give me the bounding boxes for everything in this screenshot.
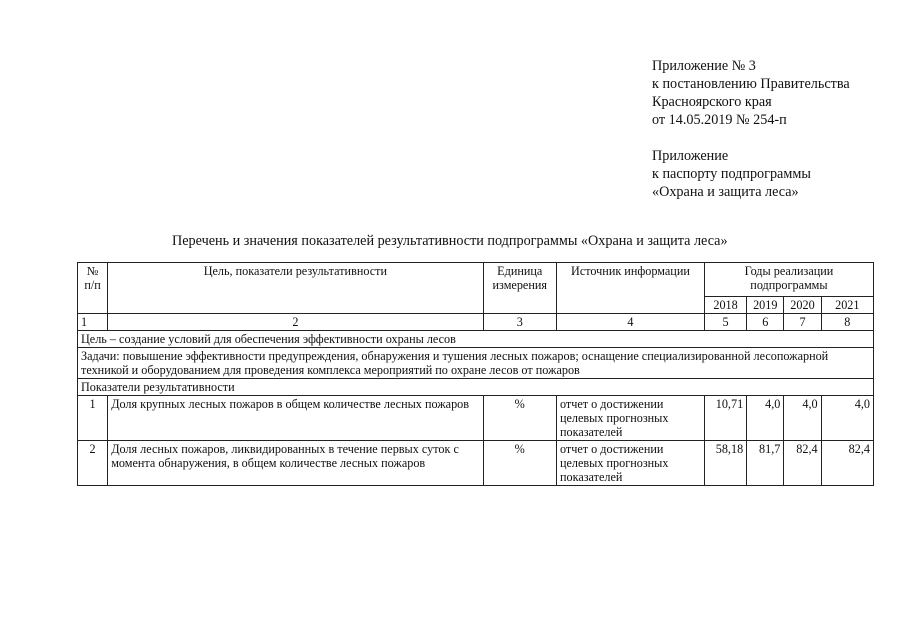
document-title: Перечень и значения показателей результативности подпрограммы «Охрана и защита леса» <box>172 233 728 249</box>
header-unit: Единица измерения <box>483 263 556 314</box>
annex-passport-block <box>652 147 811 201</box>
value-2018: 58,18 <box>704 441 746 486</box>
indicators-section-label: Показатели результативности <box>78 379 874 396</box>
column-number: 6 <box>747 314 784 331</box>
column-number: 5 <box>704 314 746 331</box>
column-number: 3 <box>483 314 556 331</box>
value-2020: 4,0 <box>784 396 821 441</box>
row-number: 1 <box>78 396 108 441</box>
value-2019: 4,0 <box>747 396 784 441</box>
column-number: 8 <box>821 314 873 331</box>
indicator-source: отчет о достижении целевых прогнозных показателей <box>556 441 704 486</box>
indicator-source: отчет о достижении целевых прогнозных показателей <box>556 396 704 441</box>
annex-line: Приложение № 3 <box>652 58 756 74</box>
value-2019: 81,7 <box>747 441 784 486</box>
indicator-name: Доля крупных лесных пожаров в общем количестве лесных пожаров <box>108 396 483 441</box>
annex-line: Красноярского края <box>652 94 772 110</box>
tasks-row <box>78 348 874 379</box>
header-goal: Цель, показатели результативности <box>108 263 483 314</box>
goal-row <box>78 331 874 348</box>
tasks-text: Задачи: повышение эффективности предупреждения, обнаружения и тушения лесных пожаров; оснащение специализированной лесопожарной техникой и оборудованием для проведения комплекса мероприятий по охране лесов от пожаров <box>78 348 874 379</box>
column-number: 1 <box>78 314 108 331</box>
column-number: 2 <box>108 314 483 331</box>
header-years-group: Годы реализации подпрограммы <box>704 263 873 297</box>
indicator-unit: % <box>483 396 556 441</box>
header-num: № п/п <box>78 263 108 314</box>
annex-line: к постановлению Правительства <box>652 76 850 92</box>
indicators-table <box>77 262 874 486</box>
column-number: 4 <box>556 314 704 331</box>
indicator-name: Доля лесных пожаров, ликвидированных в течение первых суток с момента обнаружения, в общем количестве лесных пожаров <box>108 441 483 486</box>
goal-text: Цель – создание условий для обеспечения эффективности охраны лесов <box>78 331 874 348</box>
header-year: 2021 <box>821 297 873 314</box>
annex-block <box>652 57 850 129</box>
table-row <box>78 396 874 441</box>
value-2021: 4,0 <box>821 396 873 441</box>
column-number: 7 <box>784 314 821 331</box>
header-source: Источник информации <box>556 263 704 314</box>
value-2018: 10,71 <box>704 396 746 441</box>
indicator-unit: % <box>483 441 556 486</box>
value-2020: 82,4 <box>784 441 821 486</box>
header-year: 2018 <box>704 297 746 314</box>
row-number: 2 <box>78 441 108 486</box>
annex-line: от 14.05.2019 № 254-п <box>652 112 787 128</box>
annex-passport-line: к паспорту подпрограммы <box>652 166 811 182</box>
table-row <box>78 441 874 486</box>
annex-passport-line: «Охрана и защита леса» <box>652 184 799 200</box>
header-row <box>78 263 874 297</box>
value-2021: 82,4 <box>821 441 873 486</box>
indicators-section-row <box>78 379 874 396</box>
header-year: 2019 <box>747 297 784 314</box>
column-numbers-row <box>78 314 874 331</box>
annex-passport-line: Приложение <box>652 148 729 164</box>
header-year: 2020 <box>784 297 821 314</box>
